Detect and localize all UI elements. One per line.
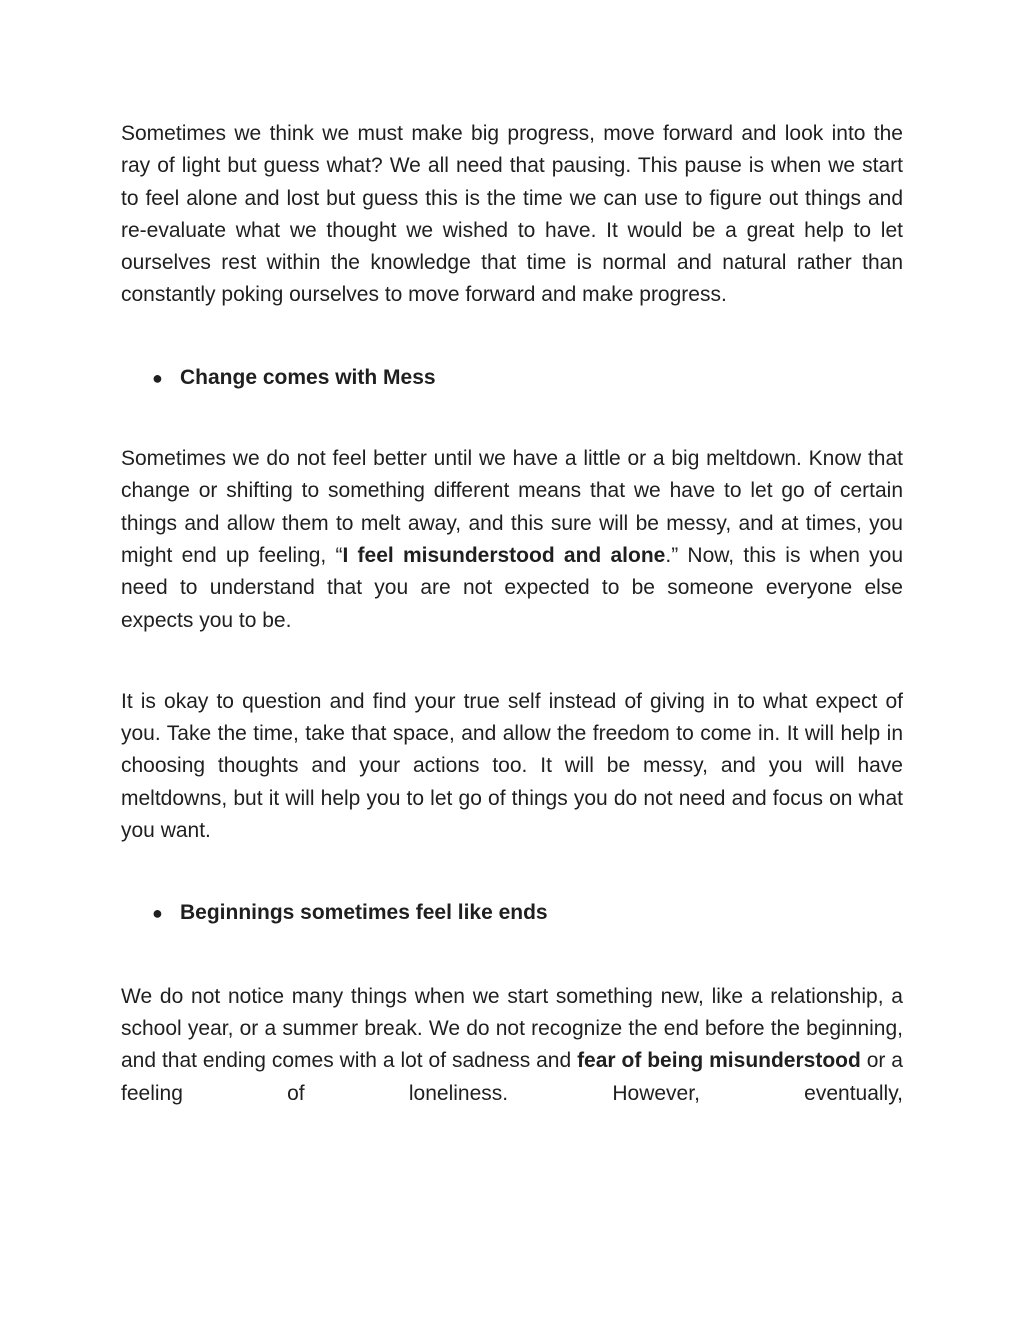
bullet-heading-text: Change comes with Mess	[180, 365, 436, 389]
bold-phrase: fear of being misunderstood	[577, 1049, 861, 1073]
paragraph-meltdown	[121, 443, 903, 637]
bullet-dot-icon: ●	[152, 367, 163, 388]
paragraph-beginnings	[121, 981, 903, 1110]
bold-phrase: I feel misunderstood and alone	[342, 543, 666, 567]
bullet-heading-change	[121, 362, 903, 394]
bullet-heading-beginnings	[121, 897, 903, 929]
paragraph-text: Sometimes we do not feel better until we have a little or a big meltdown. Know that change or shifting to something different means that we have to let go of certain things and allow them to melt away, and this sure will be messy, and at times, you might end up feeling, “	[121, 447, 903, 567]
paragraph-true-self: It is okay to question and find your true self instead of giving in to what expect of you. Take the time, take that space, and allow the freedom to come in. It will help in choosing thoughts and your actions too. It will be messy, and you will have meltdowns, but it will help you to let go of things you do not need and focus on what you want.	[121, 689, 903, 843]
paragraph-text: We do not notice many things when we start something new, like a relationship, a school year, or a summer break. We do not recognize the end before the beginning, and that ending comes with a lot of sadness and	[121, 984, 903, 1073]
paragraph-text: or a feeling of loneliness. However, eventually,	[121, 1049, 903, 1105]
paragraph-text: .” Now, this is when you need to understand that you are not expected to be someone everyone else expects you to be.	[121, 543, 904, 632]
bullet-heading-text: Beginnings sometimes feel like ends	[180, 901, 548, 925]
paragraph-pause: Sometimes we think we must make big progress, move forward and look into the ray of light but guess what? We all need that pausing. This pause is when we start to feel alone and lost but guess this is the time we can use to figure out things and re-evaluate what we thought we wished to have. It would be a great help to let ourselves rest within the knowledge that time is normal and natural rather than constantly poking ourselves to move forward and make progress.	[121, 122, 903, 307]
bullet-dot-icon: ●	[152, 903, 163, 924]
document-page	[121, 118, 903, 1110]
